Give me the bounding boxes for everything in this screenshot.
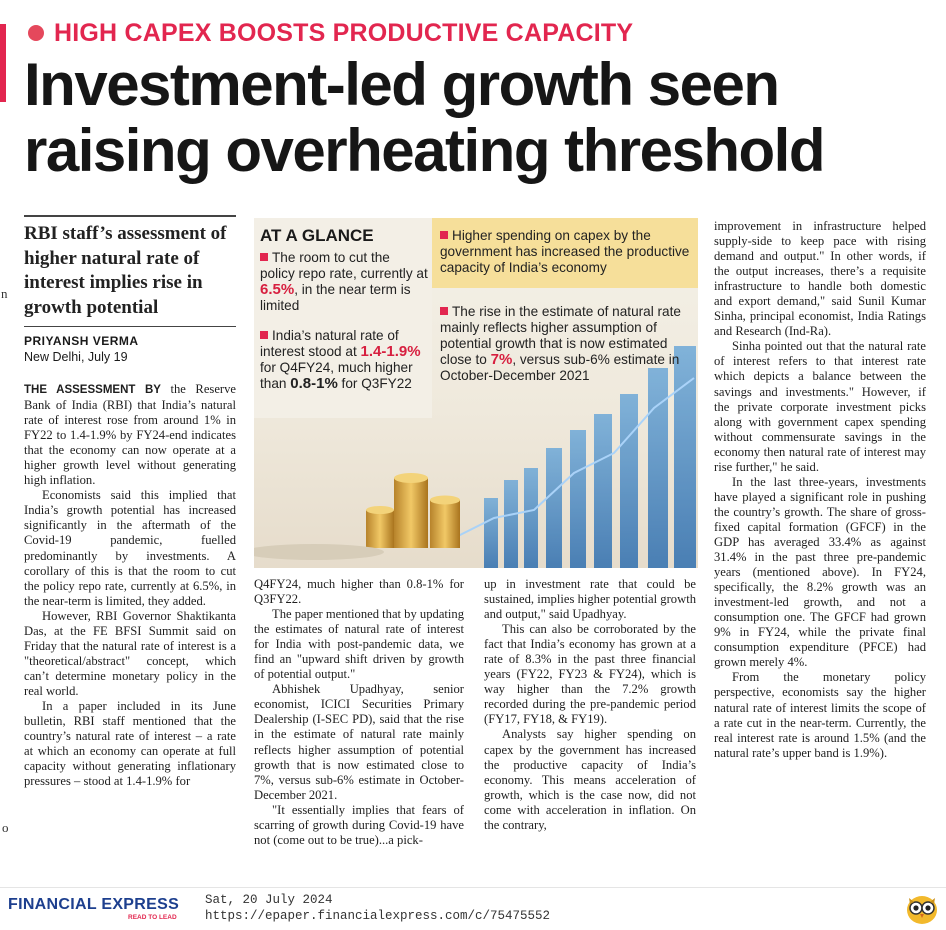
glance-text: The rise in the estimate of natural rate mainly reflects higher assumption of potential growth that is now estimated close to [440, 304, 681, 367]
byline: PRIYANSH VERMA [24, 334, 139, 348]
divider [24, 326, 236, 327]
footer-divider [0, 887, 946, 888]
glance-item-2 [260, 328, 430, 392]
paragraph: From the monetary policy perspective, economists say the higher natural rate of interest limits the scope of a rate cut in the near-term. Currently, the real interest rate is around 1.5% (and the natural rate’s upper band is 1.9%). [714, 670, 926, 760]
glance-text: for Q3FY22 [337, 376, 412, 391]
headline-line-1: Investment-led growth seen [24, 51, 779, 118]
owl-mascot-icon [904, 890, 940, 926]
paragraph: up in investment rate that could be sustained, implies higher potential growth and output," said Upadhyay. [484, 577, 696, 622]
deck: RBI staff’s assessment of higher natural rate of interest implies rise in growth potential [24, 223, 227, 318]
article-column-4 [714, 219, 926, 761]
bullet-square-icon [440, 307, 448, 315]
paragraph: In a paper included in its June bulletin, RBI staff mentioned that the country’s natural rate of interest – a rate at which an economy can operate at full capacity without generating inflationary pressures – stood at 1.4-1.9% for [24, 698, 236, 789]
paragraph: Analysts say higher spending on capex by the government has increased the productive capacity of India’s economy. This means acceleration of growth, which is the case now, did not come with acceleration in inflation. On the contrary, [484, 727, 696, 832]
glance-text: The room to cut the policy repo rate, currently at [260, 250, 428, 281]
glance-value: 0.8-1% [290, 375, 338, 392]
kicker [28, 16, 633, 50]
glance-value: 7% [490, 351, 513, 368]
glance-text: , in the near term is limited [260, 282, 411, 313]
bullet-square-icon [260, 253, 268, 261]
paragraph: Sinha pointed out that the natural rate of interest refers to that interest rate which depicts a balance between the savings and investments." However, if the private corporate investment picks along with government capex spending without commensurate savings in the economy then natural rate of interest may rise further," he said. [714, 339, 926, 474]
paragraph: The paper mentioned that by updating the estimates of natural rate of interest for India with post-pandemic data, we find an "upward shift driven by growth of potential output." [254, 607, 464, 682]
glance-value: 1.4-1.9% [360, 343, 421, 360]
paragraph: Q4FY24, much higher than 0.8-1% for Q3FY22. [254, 577, 464, 607]
paragraph: "It essentially implies that fears of scarring of growth during Covid-19 have not (come out to be true)...a pick- [254, 802, 464, 847]
headline [24, 52, 939, 184]
article-column-2 [254, 577, 464, 848]
paragraph: Economists said this implied that India’s growth potential has increased significantly in the aftermath of the Covid-19 pandemic, fuelled predominantly by investments. A corollary of this is that the room to cut the policy repo rate, currently at 6.5%, in the near-term is limited, they added. [24, 488, 236, 608]
glance-text: India’s natural rate of interest stood at [260, 328, 399, 359]
edition-date: Sat, 20 July 2024 [205, 893, 333, 907]
paragraph: improvement in infrastructure helped supply-side to keep pace with rising demand and output." In other words, if the output increases, there’s a requisite infrastructure to handle both domestic and export demand," said Sunil Kumar Sinha, principal economist, India Ratings and Research (Ind-Ra). [714, 219, 926, 339]
glance-value: 6.5% [260, 281, 295, 298]
at-a-glance-box [254, 218, 698, 568]
paragraph: This can also be corroborated by the fact that India’s economy has grown at a rate of 8.3% in the past three financial years (FY22, FY23 & FY24), which is way higher than the 7.2% growth recorded during the pre-pandemic period (FY17, FY18, & FY19). [484, 622, 696, 727]
brand-tagline: READ TO LEAD [128, 914, 177, 921]
coin-stack-icon [254, 473, 460, 560]
glance-item-1 [260, 250, 428, 314]
lead-in: THE ASSESSMENT BY [24, 384, 161, 396]
margin-mark: n [1, 286, 8, 301]
brand-logo: FINANCIAL EXPRESS [8, 896, 180, 913]
glance-text: , versus sub-6% estimate in October-December 2021 [440, 352, 680, 383]
glance-text: Higher spending on capex by the government has increased the productive capacity of India’s economy [440, 228, 690, 275]
headline-line-2: raising overheating threshold [24, 117, 824, 184]
paragraph-text: the Reserve Bank of India (RBI) that India’s natural rate of interest rose from around 1% in FY22 to 1.4-1.9% by FY24-end indicates that the economy can now operate at a higher growth level without generating high inflation. [24, 382, 236, 488]
kicker-text: HIGH CAPEX BOOSTS PRODUCTIVE CAPACITY [54, 18, 634, 47]
glance-text: for Q4FY24, much higher than [260, 360, 413, 391]
dateline: New Delhi, July 19 [24, 350, 128, 364]
glance-item-3 [440, 228, 694, 276]
article-column-3 [484, 577, 696, 833]
paragraph: However, RBI Governor Shaktikanta Das, at the FE BFSI Summit said on Friday that the natural rate of interest is a "theoretical/abstract" concept, which can’t determine monetary policy in the real world. [24, 608, 236, 698]
paragraph [24, 382, 236, 488]
glance-title: AT A GLANCE [260, 226, 374, 245]
bullet-dot-icon [28, 25, 44, 41]
divider [24, 215, 236, 217]
glance-item-4 [440, 304, 694, 384]
bullet-square-icon [440, 231, 448, 239]
paragraph: In the last three-years, investments have played a significant role in pushing the country’s growth. The share of gross-fixed capital formation (GFCF) in the GDP has averaged 33.4% as against 31.4% in the past three pre-pandemic years (mentioned above). In FY24, specifically, the 8.2% growth was an investment-led growth, and not a consumption one. The GFCF had grown 9% in FY24, while the private final consumption expenditure (PFCE) had grown merely 4%. [714, 474, 926, 670]
margin-mark: o [2, 820, 9, 835]
bullet-square-icon [260, 331, 268, 339]
article-column-1 [24, 382, 236, 789]
paragraph: Abhishek Upadhyay, senior economist, ICICI Securities Primary Dealership (I-SEC PD), said that the rise in the estimate of natural rate mainly reflects higher assumption of potential growth that is now estimated close to 7%, versus sub-6% estimate in October-December 2021. [254, 682, 464, 802]
source-link[interactable]: https://epaper.financialexpress.com/c/75475552 [205, 909, 551, 923]
accent-bar [0, 24, 6, 102]
